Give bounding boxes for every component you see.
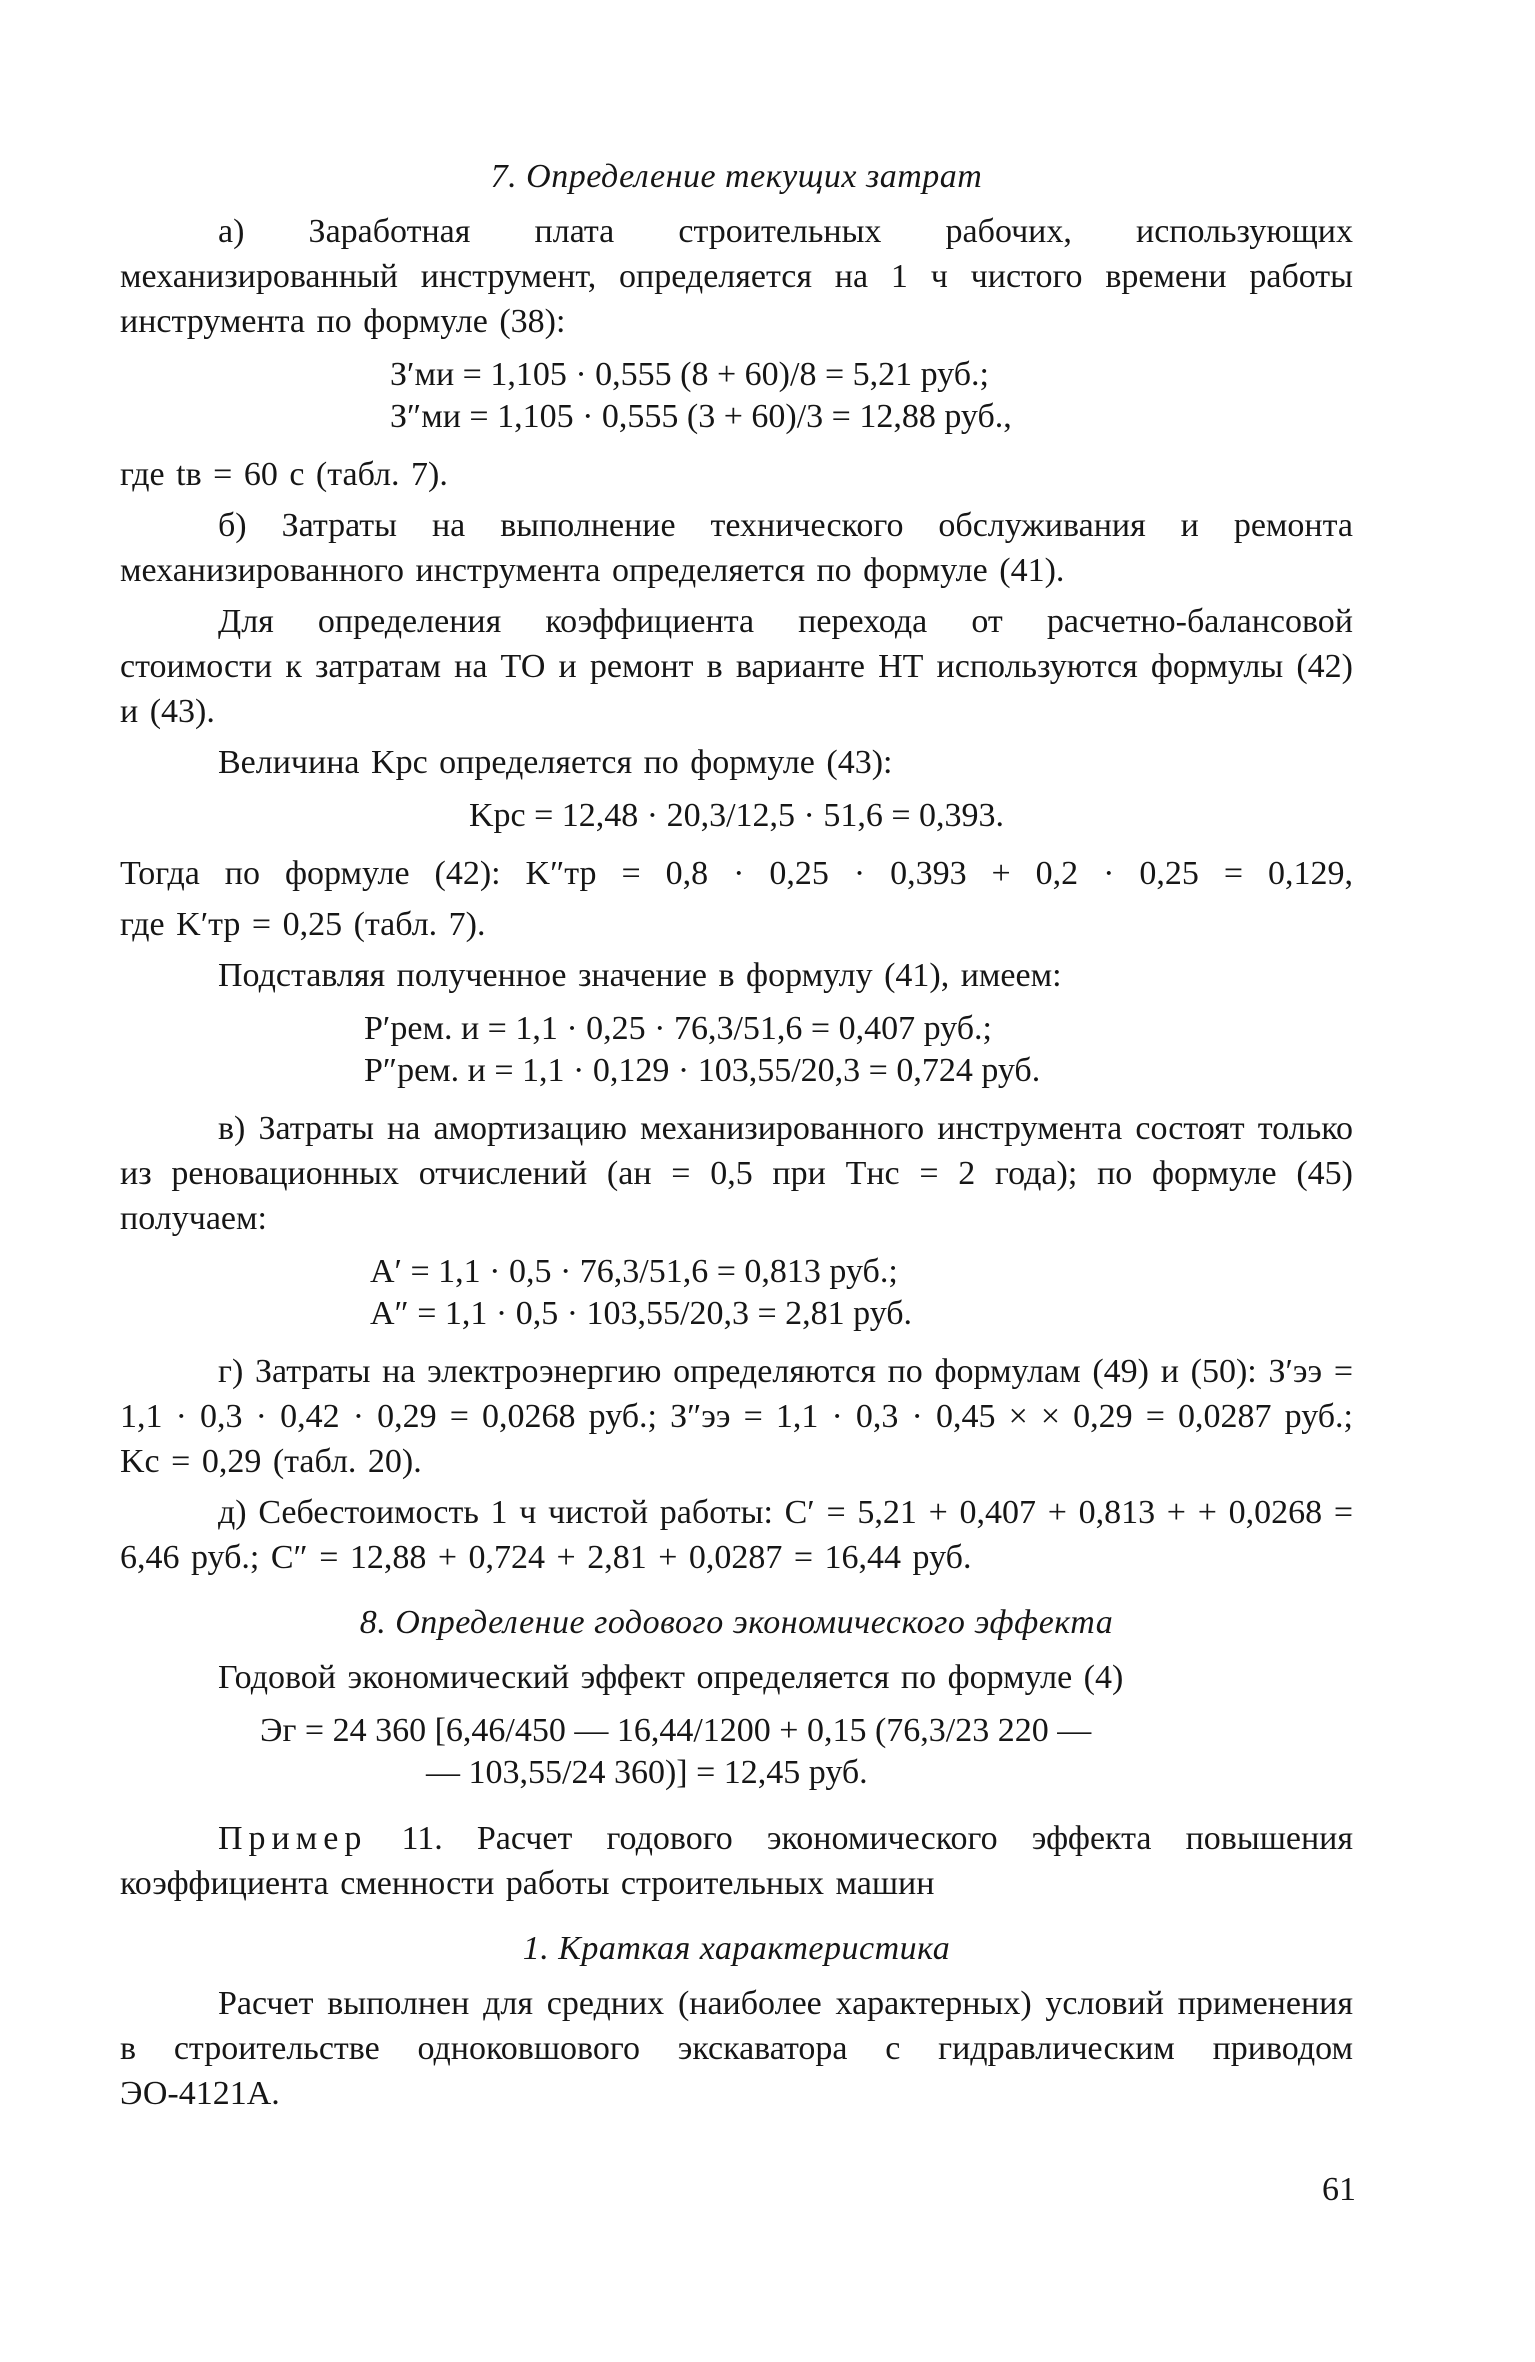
paragraph-v-amortization: в) Затраты на амортизацию механизированного инструмента состоят только из реновационных отчислений (aн = 0,5 при Tнс = 2 года); по формуле (45) получаем: — [120, 1110, 1353, 1237]
formula-annual-effect-line-1: Эг = 24 360 [6,46/450 — 16,44/1200 + 0,15 (76,3/23 220 — — [260, 1712, 1092, 1749]
example-text: 11. Расчет годового экономического эффекта повышения коэффициента сменности работы строительных машин — [120, 1820, 1354, 1902]
formula-annual-effect-line-2: — 103,55/24 360)] = 12,45 руб. — [426, 1754, 868, 1791]
formula-wages-line-1: З′ми = 1,105 · 0,555 (8 + 60)/8 = 5,21 руб.; — [390, 356, 989, 393]
section-8-heading: 8. Определение годового экономического эффекта — [359, 1604, 1114, 1641]
formula-wages-line-2: З″ми = 1,105 · 0,555 (3 + 60)/3 = 12,88 руб., — [390, 398, 1012, 435]
paragraph-g-electricity: г) Затраты на электроэнергию определяются по формулам (49) и (50): З′ээ = 1,1 · 0,3 · 0,42 · 0,29 = 0,0268 руб.; З″ээ = 1,1 · 0,3 · 0,45 × × 0,29 = 0,0287 руб.; Kс = 0,29 (табл. 20). — [120, 1353, 1353, 1480]
paragraph-8-annual-effect: Годовой экономический эффект определяется по формуле (4) — [218, 1659, 1124, 1696]
formula-krs: Kрс = 12,48 · 20,3/12,5 · 51,6 = 0,393. — [468, 797, 1005, 834]
paragraph-b-maintenance: б) Затраты на выполнение технического обслуживания и ремонта механизированного инструмента определяется по формуле (41). — [120, 507, 1353, 589]
formula-wages — [120, 354, 1353, 438]
paragraph-d-cost: д) Себестоимость 1 ч чистой работы: C′ = 5,21 + 0,407 + 0,813 + + 0,0268 = 6,46 руб.; C″ = 12,88 + 0,724 + 2,81 + 0,0287 = 16,44 руб. — [120, 1494, 1353, 1576]
paragraph-a-where: где tв = 60 с (табл. 7). — [120, 456, 448, 493]
page-number: 61 — [1322, 2171, 1356, 2208]
section-1-heading: 1. Краткая характеристика — [522, 1930, 951, 1967]
formula-amortization-line-1: A′ = 1,1 · 0,5 · 76,3/51,6 = 0,813 руб.; — [370, 1253, 898, 1290]
formula-amortization — [120, 1251, 1353, 1335]
formula-repair — [120, 1008, 1353, 1092]
formula-annual-effect — [120, 1710, 1353, 1794]
example-label: Пример — [218, 1820, 368, 1857]
formula-repair-line-1: P′рем. и = 1,1 · 0,25 · 76,3/51,6 = 0,407 руб.; — [364, 1010, 992, 1047]
paragraph-b-then-line-2: где K′тр = 0,25 (табл. 7). — [120, 906, 486, 943]
formula-amortization-line-2: A″ = 1,1 · 0,5 · 103,55/20,3 = 2,81 руб. — [370, 1295, 913, 1332]
paragraph-example-11 — [120, 1816, 1353, 1906]
section-7-heading: 7. Определение текущих затрат — [490, 158, 983, 195]
paragraph-b-then-line-1: Тогда по формуле (42): K″тр = 0,8 · 0,25 · 0,393 + 0,2 · 0,25 = 0,129, — [120, 855, 1353, 892]
paragraph-b-substituting: Подставляя полученное значение в формулу (41), имеем: — [218, 957, 1062, 994]
paragraph-b-coefficient: Для определения коэффициента перехода от расчетно-балансовой стоимости к затратам на ТО и ремонт в варианте НТ используются формулы (42) и (43). — [120, 603, 1353, 730]
paragraph-a-wages: а) Заработная плата строительных рабочих, использующих механизированный инструмент, определяется на 1 ч чистого времени работы инструмента по формуле (38): — [120, 213, 1353, 340]
paragraph-1-characteristic: Расчет выполнен для средних (наиболее характерных) условий применения в строительстве одноковшового экскаватора с гидравлическим приводом ЭО-4121А. — [120, 1985, 1353, 2112]
paragraph-b-krs: Величина Kрс определяется по формуле (43): — [218, 744, 893, 781]
formula-repair-line-2: P″рем. и = 1,1 · 0,129 · 103,55/20,3 = 0,724 руб. — [364, 1052, 1041, 1089]
